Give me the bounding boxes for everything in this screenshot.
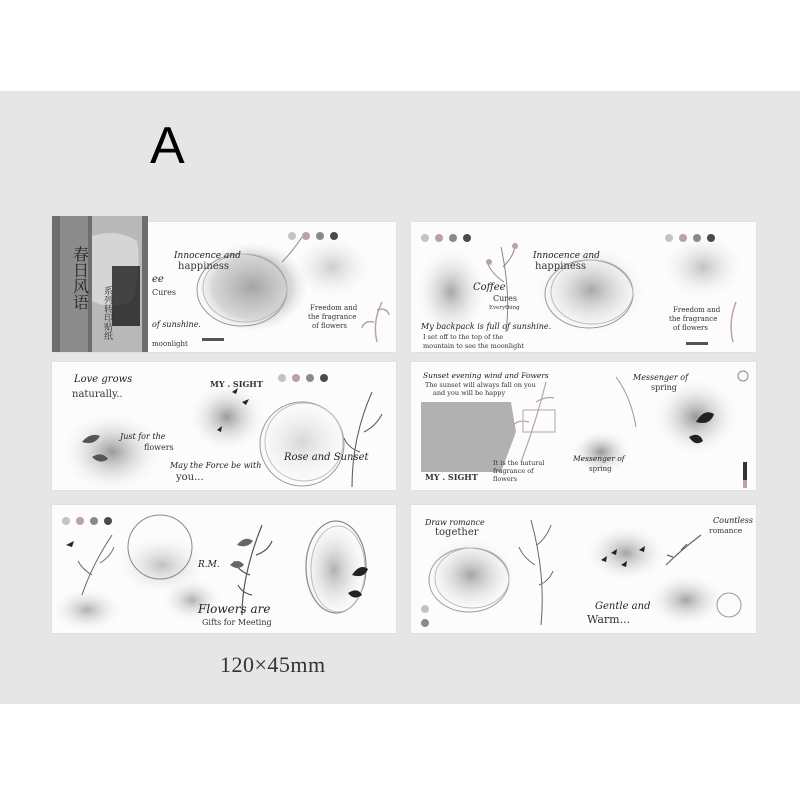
card1-text-4: the fragrance: [308, 313, 357, 321]
sticker-card-4: [411, 362, 756, 490]
color-dot: [421, 619, 429, 627]
card1-text-9: Cures: [152, 288, 176, 297]
card4-text-4: Messenger of: [633, 373, 689, 382]
size-label: 120×45mm: [220, 652, 326, 677]
color-dot: [306, 374, 314, 382]
color-dot: [421, 605, 429, 613]
color-dot: [62, 517, 70, 525]
card3-text-5: flowers: [144, 443, 174, 452]
sticker-card-3: [52, 362, 396, 490]
color-dot: [316, 232, 324, 240]
color-dot: [421, 234, 429, 242]
card6-text-4: romance: [709, 526, 743, 535]
card2-text-9: My backpack is full of sunshine.: [421, 322, 552, 331]
color-dot: [320, 374, 328, 382]
card6-text-1: Draw romance: [425, 518, 485, 527]
card2-text-5: Everything: [489, 305, 520, 311]
card3-text-2: naturally..: [72, 389, 123, 400]
color-dot: [679, 234, 687, 242]
card1-text-6: of sunshine.: [152, 320, 201, 329]
card4-text-1: Sunset evening wind and Fowers: [423, 371, 549, 380]
sticker-card-6: [411, 505, 756, 633]
color-dot: [435, 234, 443, 242]
card4-text-10: spring: [589, 465, 612, 473]
sticker-art-4: [411, 362, 756, 490]
sticker-art-6: [411, 505, 756, 633]
wrapper-subtitle: 系列转印贴纸: [102, 286, 112, 340]
card6-text-6: Warm...: [587, 613, 631, 626]
color-dot: [288, 232, 296, 240]
card2-text-4: Cures: [493, 294, 517, 303]
color-dot: [693, 234, 701, 242]
card6-text-5: Gentle and: [595, 601, 651, 612]
card1-text-2: happiness: [178, 261, 230, 272]
card2-text-1: Innocence and: [533, 251, 600, 261]
card1-text-8: ee: [152, 274, 164, 285]
card3-text-1: Love grows: [74, 374, 133, 385]
card2-text-7: the fragrance: [669, 315, 718, 323]
card4-text-8: flowers: [493, 475, 518, 483]
color-dot: [330, 232, 338, 240]
card5-text-1: R.M.: [198, 560, 220, 570]
card5-text-2: Flowers are: [198, 602, 271, 616]
card1-text-3: Freedom and: [310, 304, 358, 312]
card6-text-3: Countless: [713, 516, 753, 525]
card4-text-5: spring: [651, 383, 677, 392]
color-dot: [292, 374, 300, 382]
color-dot: [302, 232, 310, 240]
sticker-art-3: [52, 362, 396, 490]
card2-text-2: happiness: [535, 261, 587, 272]
card2-text-8: of flowers: [673, 324, 708, 332]
card3-text-3: MY . SIGHT: [210, 379, 263, 389]
card3-text-8: Rose and Sunset: [284, 452, 369, 463]
variant-label: A: [150, 117, 185, 175]
card4-text-3: and you will be happy: [433, 389, 506, 397]
card1-text-1: Innocence and: [174, 251, 241, 261]
sticker-art-5: [52, 505, 396, 633]
card4-text-6: It is the natural: [493, 459, 545, 467]
card5-text-3: Gifts for Meeting: [202, 618, 272, 627]
card2-text-6: Freedom and: [673, 306, 721, 314]
card2-text-3: Coffee: [473, 282, 506, 293]
card4-text-2: The sunset will always fall on you: [425, 381, 536, 389]
card3-text-7: you...: [176, 472, 204, 483]
card1-text-7: moonlight: [152, 340, 188, 348]
color-dot: [707, 234, 715, 242]
card6-text-2: together: [435, 527, 479, 538]
sticker-card-2: [411, 222, 756, 352]
sticker-card-5: [52, 505, 396, 633]
card4-text-9: Messenger of: [573, 454, 625, 463]
card4-text-7: fragrance of: [493, 467, 534, 475]
color-dot: [104, 517, 112, 525]
sticker-art-2: [411, 222, 756, 352]
card2-text-11: mountain to see the moonlight: [423, 342, 524, 350]
card3-text-6: May the Force be with: [170, 461, 262, 470]
color-dot: [76, 517, 84, 525]
card1-text-5: of flowers: [312, 322, 347, 330]
card4-text-11: MY . SIGHT: [425, 472, 478, 482]
wrapper-title: 春日风语: [70, 246, 90, 310]
color-dot: [278, 374, 286, 382]
color-dot: [90, 517, 98, 525]
card2-text-10: I set off to the top of the: [423, 333, 504, 341]
color-dot: [449, 234, 457, 242]
color-dot: [665, 234, 673, 242]
packaging-wrapper: [52, 216, 148, 352]
color-dot: [463, 234, 471, 242]
card3-text-4: Just for the: [120, 432, 166, 441]
